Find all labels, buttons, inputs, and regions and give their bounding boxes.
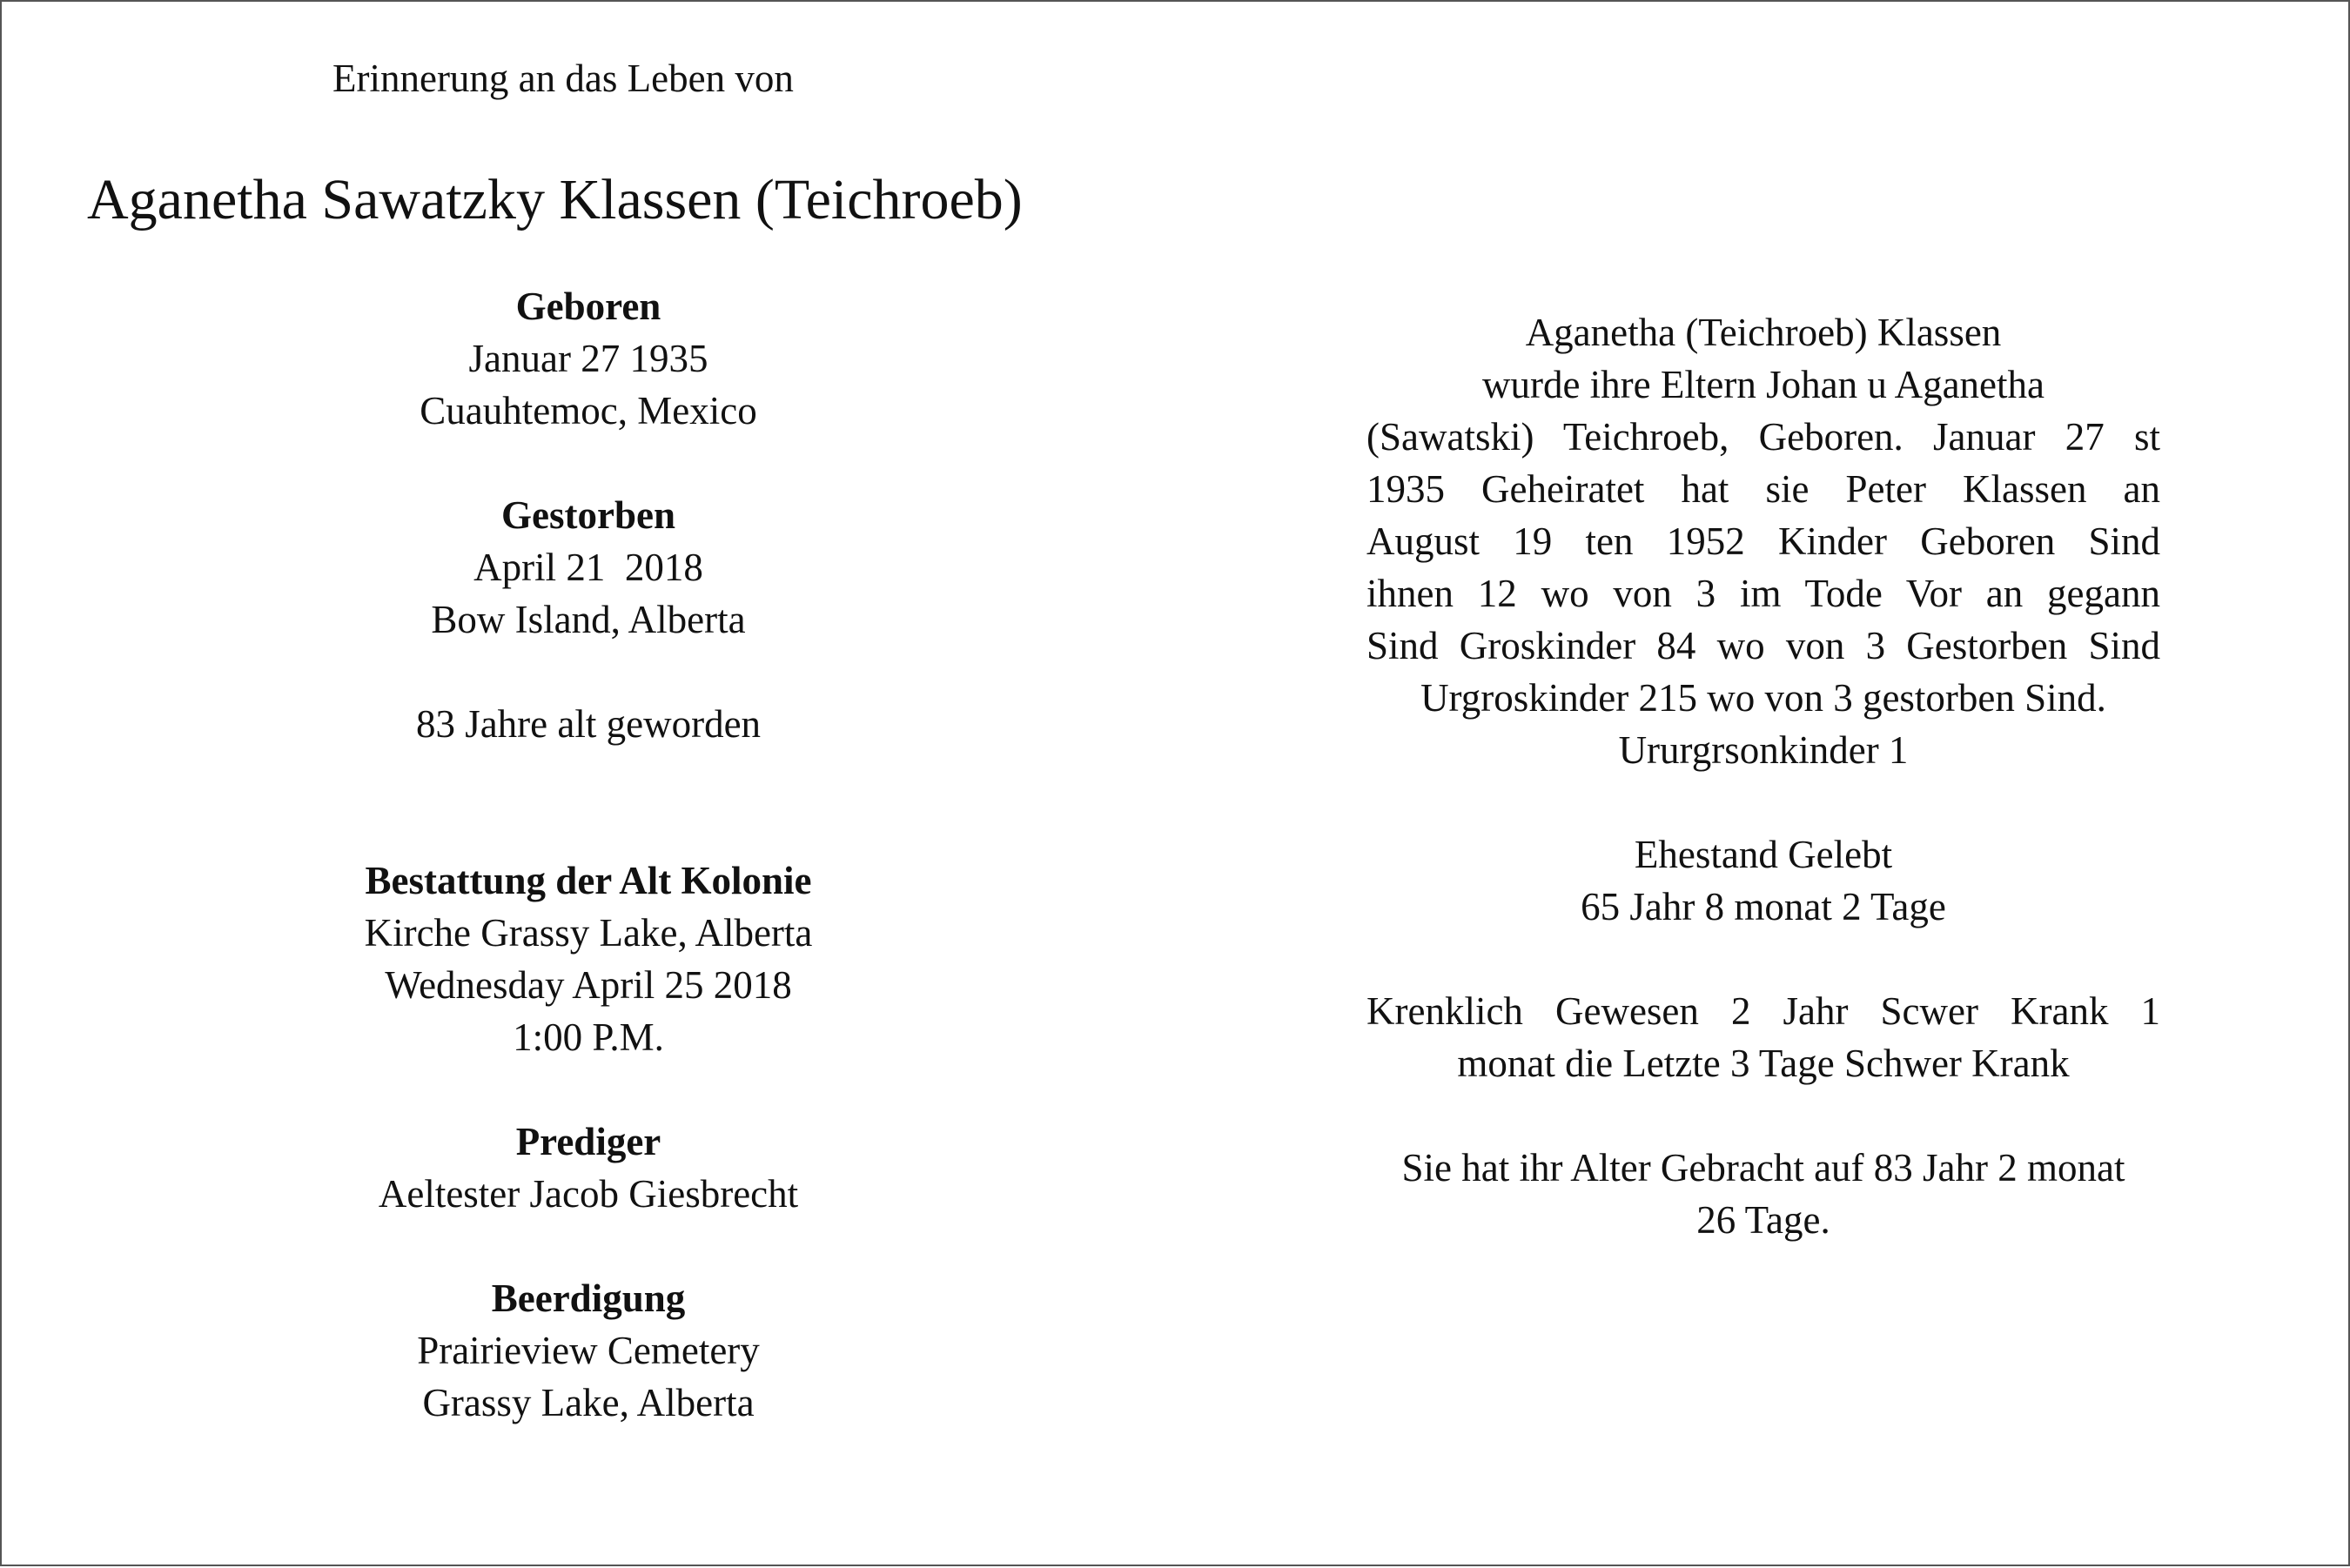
service-section xyxy=(240,854,937,1063)
illness-line: Krenklich Gewesen 2 Jahr Scwer Krank 1 xyxy=(1366,989,2160,1033)
birth-date: Januar 27 1935 xyxy=(468,337,708,380)
lifespan-line: Sie hat ihr Alter Gebracht auf 83 Jahr 2 monat xyxy=(1401,1146,2125,1189)
age-text: 83 Jahre alt geworden xyxy=(415,702,762,746)
preacher-section xyxy=(240,1116,937,1220)
burial-cemetery: Prairieview Cemetery xyxy=(417,1329,760,1372)
deceased-name: Aganetha Sawatzky Klassen (Teichroeb) xyxy=(87,168,1023,231)
lifespan-section xyxy=(1366,1142,2160,1246)
service-date: Wednesday April 25 2018 xyxy=(385,963,792,1007)
burial-heading: Beerdigung xyxy=(491,1277,686,1320)
death-section xyxy=(240,489,937,646)
service-place: Kirche Grassy Lake, Alberta xyxy=(364,911,813,955)
death-place: Bow Island, Alberta xyxy=(431,598,746,641)
right-column xyxy=(1325,2,2350,1568)
bio-line: Urgroskinder 215 wo von 3 gestorben Sind. xyxy=(1420,676,2106,720)
service-time: 1:00 P.M. xyxy=(513,1015,664,1059)
biography xyxy=(1366,306,2160,776)
bio-line: 1935 Geheiratet hat sie Peter Klassen an xyxy=(1366,467,2160,511)
bio-line: Aganetha (Teichroeb) Klassen xyxy=(1525,311,2002,354)
bio-line: (Sawatski) Teichroeb, Geboren. Januar 27 st xyxy=(1366,415,2160,459)
bio-line: wurde ihre Eltern Johan u Aganetha xyxy=(1481,363,2045,406)
death-date: April 21 2018 xyxy=(473,546,703,589)
preacher-name: Aeltester Jacob Giesbrecht xyxy=(378,1172,799,1216)
left-column xyxy=(2,2,1177,1568)
service-heading: Bestattung der Alt Kolonie xyxy=(365,859,812,902)
age-section xyxy=(240,698,937,750)
marriage-duration: 65 Jahr 8 monat 2 Tage xyxy=(1581,885,1946,928)
intro-text: Erinnerung an das Leben von xyxy=(332,57,794,100)
preacher-heading: Prediger xyxy=(515,1120,661,1163)
bio-line: ihnen 12 wo von 3 im Tode Vor an gegann xyxy=(1366,572,2160,615)
illness-line: monat die Letzte 3 Tage Schwer Krank xyxy=(1457,1042,2070,1085)
marriage-label: Ehestand Gelebt xyxy=(1634,833,1893,876)
lifespan-line: 26 Tage. xyxy=(1696,1198,1830,1242)
birth-place: Cuauhtemoc, Mexico xyxy=(420,389,757,432)
burial-section xyxy=(240,1272,937,1429)
bio-line: Sind Groskinder 84 wo von 3 Gestorben Sind xyxy=(1366,624,2160,667)
birth-section xyxy=(240,280,937,437)
marriage-section xyxy=(1366,828,2160,933)
birth-heading: Geboren xyxy=(515,285,661,328)
illness-section xyxy=(1366,985,2160,1089)
death-heading: Gestorben xyxy=(501,493,675,537)
bio-line: Ururgrsonkinder 1 xyxy=(1618,728,1909,772)
bio-line: August 19 ten 1952 Kinder Geboren Sind xyxy=(1366,519,2160,563)
burial-place: Grassy Lake, Alberta xyxy=(422,1381,755,1424)
